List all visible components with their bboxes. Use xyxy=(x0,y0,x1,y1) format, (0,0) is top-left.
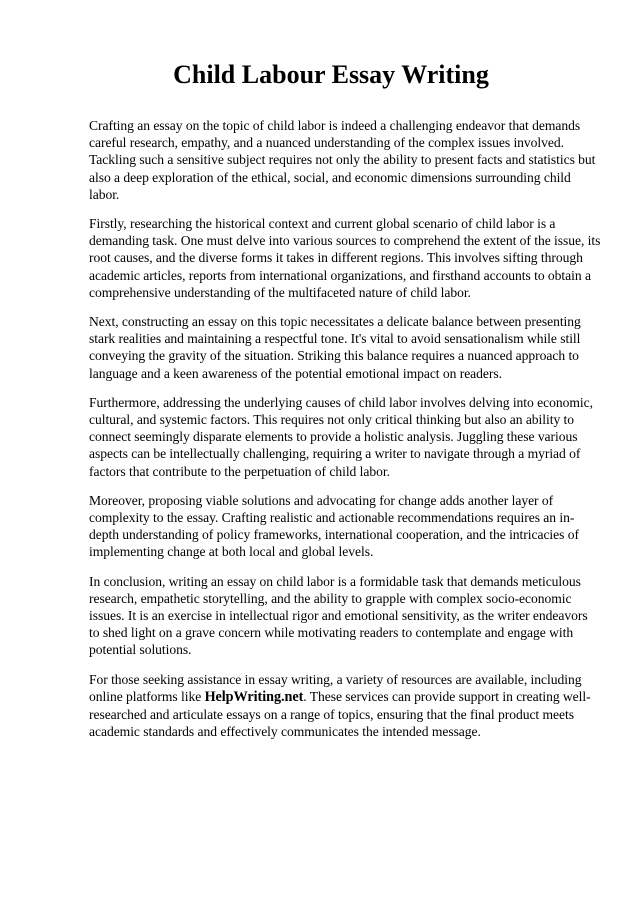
paragraph-tone: Next, constructing an essay on this topic necessitates a delicate balance between presenting stark realities and maintaining a respectful tone. It's vital to avoid sensationalism while still conveying the gravity of the situation. Striking this balance requires a nuanced approach to language and a keen awareness of the potential emotional impact on readers. xyxy=(89,314,581,381)
paragraph-research: Firstly, researching the historical context and current global scenario of child labor is a demanding task. One must delve into various sources to comprehend the extent of the issue, its root causes, and the diverse forms it takes in different regions. This involves sifting through academic articles, reports from international organizations, and firsthand accounts to obtain a comprehensive understanding of the multifaceted nature of child labor. xyxy=(89,216,601,300)
assistance-text-before: For those seeking assistance in essay writing, a variety of resources are available, including online platforms like xyxy=(89,671,582,704)
paragraph-conclusion: In conclusion, writing an essay on child labor is a formidable task that demands meticulous research, empathetic storytelling, and the ability to grapple with complex socio-economic issues. It is an exercise in intellectual rigor and emotional sensitivity, as the writer endeavors to shed light on a grave concern while motivating readers to contemplate and engage with potential solutions. xyxy=(89,573,588,658)
paragraph-intro: Crafting an essay on the topic of child labor is indeed a challenging endeavor that demands careful research, empathy, and a nuanced understanding of the complex issues involved. Tackling such a sensitive subject requires not only the ability to present facts and statistics but also a deep exploration of the ethical, social, and economic dimensions surrounding child labor. xyxy=(89,118,596,202)
paragraph-causes: Furthermore, addressing the underlying causes of child labor involves delving into economic, cultural, and systemic factors. This requires not only critical thinking but also an ability to connect seemingly disparate elements to provide a holistic analysis. Juggling these various aspects can be intellectually challenging, requiring a writer to navigate through a myriad of factors that contribute to the perpetuation of child labor. xyxy=(89,394,593,479)
page-title: Child Labour Essay Writing xyxy=(173,60,489,89)
paragraph-assistance xyxy=(89,671,601,741)
essay-body xyxy=(89,117,601,753)
assistance-text-after: . These services can provide support in creating well-researched and articulate essays on a range of topics, ensuring that the final product meets academic standards and effectively communicates the intended message. xyxy=(89,688,591,740)
helpwriting-link[interactable]: HelpWriting.net xyxy=(204,688,304,705)
paragraph-solutions: Moreover, proposing viable solutions and advocating for change adds another layer of complexity to the essay. Crafting realistic and actionable recommendations requires an in-depth understanding of policy frameworks, international cooperation, and the intricacies of implementing change at both local and global levels. xyxy=(89,492,579,560)
